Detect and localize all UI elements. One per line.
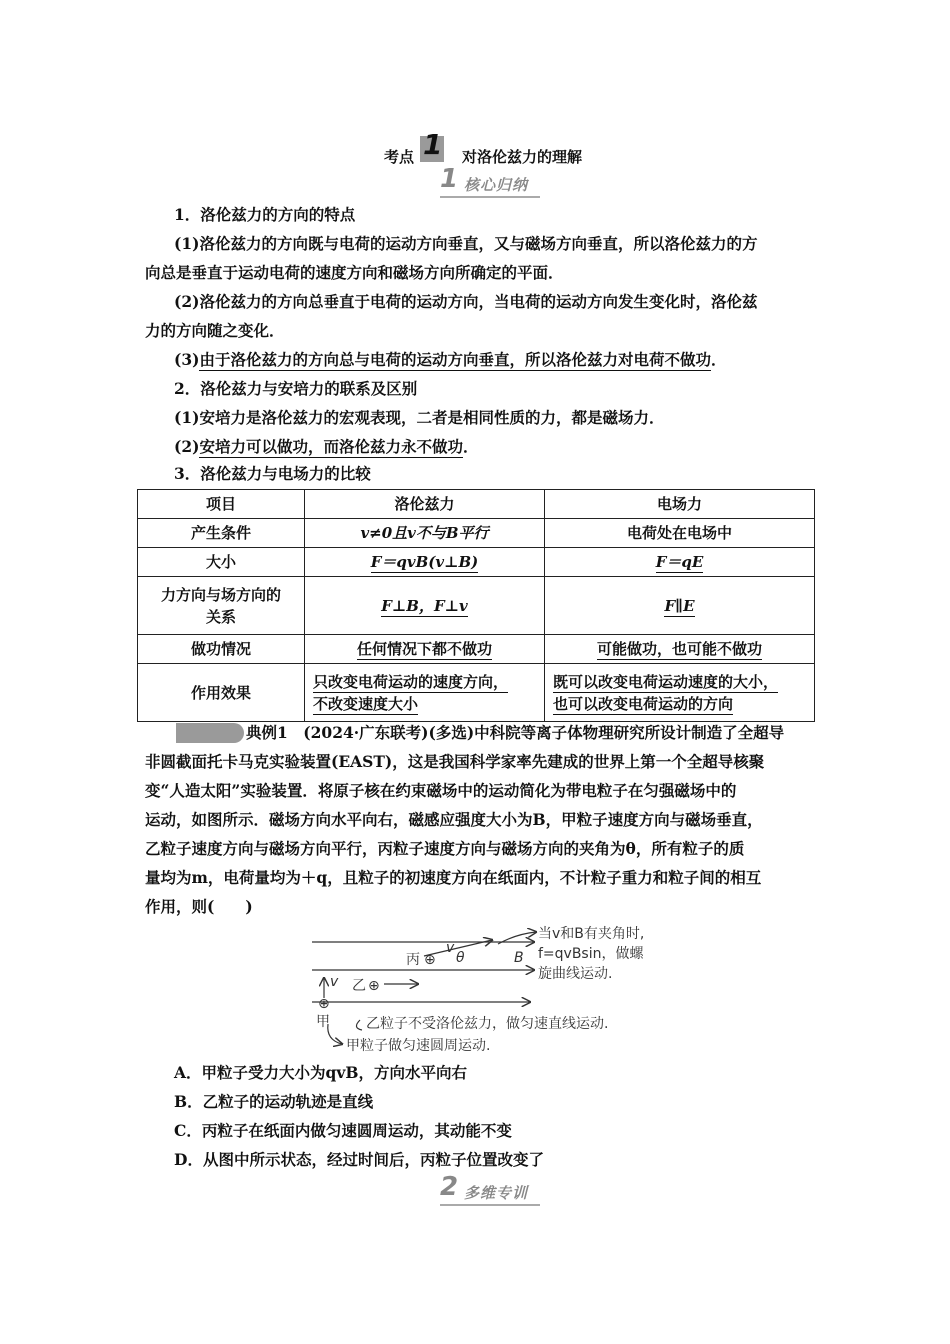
table-row [138, 635, 815, 664]
table-cell [305, 635, 545, 664]
option-b: B．乙粒子的运动轨迹是直线 [174, 1092, 374, 1111]
example-line-2: 非圆截面托卡马克实验装置(EAST)，这是我国科学家率先建成的世界上第一个全超导核聚 [145, 752, 765, 771]
para-2-2-underlined: 安培力可以做功，而洛伦兹力永不做功 [199, 437, 463, 456]
table-cell-text: F＝qvB(v⊥B) [370, 553, 479, 571]
comparison-table [137, 489, 815, 722]
charge-bing: ⊕ [424, 952, 436, 968]
table-cell [305, 519, 545, 548]
section-number: 1 [440, 164, 459, 194]
para-2-2 [174, 436, 844, 458]
option-c: C．丙粒子在纸面内做匀速圆周运动，其动能不变 [174, 1121, 512, 1140]
table-cell-line: 不改变速度大小 [313, 694, 419, 713]
para-2-1: (1)安培力是洛伦兹力的宏观表现，二者是相同性质的力，都是磁场力． [174, 408, 665, 427]
label-B: B [514, 950, 524, 966]
table-row [138, 490, 815, 519]
section-header-core [440, 164, 550, 198]
note-jia: 甲粒子做匀速圆周运动. [346, 1038, 491, 1054]
table-cell-line: 关系 [205, 607, 236, 626]
option-a: A．甲粒子受力大小为qvB，方向水平向右 [174, 1063, 467, 1082]
table-cell [305, 577, 545, 635]
table-cell [305, 664, 545, 722]
table-cell [545, 577, 815, 635]
label-jia: 甲 [316, 1014, 330, 1030]
label-v-jia: v [330, 974, 339, 990]
table-cell: 做功情况 [138, 635, 305, 664]
table-cell-line: 只改变电荷运动的速度方向， [313, 672, 509, 691]
table-header-cell: 洛伦兹力 [305, 490, 545, 519]
table-cell-line: 力方向与场方向的 [160, 585, 281, 604]
table-header-cell: 项目 [138, 490, 305, 519]
option-d: D．从图中所示状态，经过时间后，丙粒子位置改变了 [174, 1150, 544, 1169]
para-2-2-prefix: (2) [174, 437, 200, 456]
table-cell: 产生条件 [138, 519, 305, 548]
heading-2: 2．洛伦兹力与安培力的联系及区别 [174, 379, 418, 398]
note-yi: 乙粒子不受洛伦兹力，做匀速直线运动. [366, 1016, 609, 1032]
topic-label: 考点 [384, 148, 415, 166]
label-theta: θ [456, 950, 465, 966]
note-bing-1: 当v和B有夹角时, [538, 926, 645, 942]
table-row [138, 519, 815, 548]
topic-number-badge [420, 128, 446, 162]
table-cell: 电荷处在电场中 [545, 519, 815, 548]
para-1-2b: 力的方向随之变化． [145, 321, 285, 340]
topic-number: 1 [423, 128, 443, 161]
example-tag [176, 723, 244, 743]
para-1-3 [174, 349, 844, 371]
table-cell [545, 548, 815, 577]
example-line-1: 典例1 (2024·广东联考)(多选)中科院等离子体物理研究所设计制造了全超导 [246, 723, 785, 742]
section-number: 2 [440, 1172, 459, 1202]
para-1-3-suffix: ． [710, 350, 727, 369]
table-row [138, 548, 815, 577]
table-cell-text: 任何情况下都不做功 [356, 640, 492, 658]
example-line-3: 变“人造太阳”实验装置．将原子核在约束磁场中的运动简化为带电粒子在匀强磁场中的 [145, 781, 737, 800]
table-row [138, 577, 815, 635]
topic-header [384, 128, 624, 172]
section-rule [440, 1204, 540, 1206]
label-yi: 乙 [352, 978, 366, 994]
note-bing-3: 旋曲线运动. [538, 966, 613, 982]
table-cell-line: 既可以改变电荷运动速度的大小， [553, 672, 779, 691]
example-line-4: 运动，如图所示．磁场方向水平向右，磁感应强度大小为B，甲粒子速度方向与磁场垂直， [145, 810, 763, 829]
charge-jia: ⊕ [318, 996, 330, 1012]
note-bing-2: f=qvBsin，做螺 [538, 946, 644, 962]
leader-line-yi [356, 1020, 362, 1030]
table-cell [305, 548, 545, 577]
label-v-bing: v [446, 940, 455, 956]
table-cell-text: F⊥B，F⊥v [381, 596, 468, 615]
section-rule [440, 196, 540, 198]
table-cell: 作用效果 [138, 664, 305, 722]
table-cell-text: v≠0且v不与B平行 [360, 524, 489, 542]
table-cell [545, 664, 815, 722]
table-cell-text: 可能做功，也可能不做功 [596, 640, 762, 658]
table-cell-text: F＝qE [655, 553, 704, 571]
label-bing: 丙 [406, 952, 420, 968]
para-1-2a: (2)洛伦兹力的方向总垂直于电荷的运动方向，当电荷的运动方向发生变化时，洛伦兹 [174, 292, 758, 311]
heading-1: 1．洛伦兹力的方向的特点 [174, 205, 356, 224]
example-line-5: 乙粒子速度方向与磁场方向平行，丙粒子速度方向与磁场方向的夹角为θ，所有粒子的质 [145, 839, 745, 858]
table-cell: 大小 [138, 548, 305, 577]
para-2-2-suffix: ． [462, 437, 479, 456]
charge-yi: ⊕ [368, 978, 380, 994]
para-1-1a: (1)洛伦兹力的方向既与电荷的运动方向垂直，又与磁场方向垂直，所以洛伦兹力的方 [174, 234, 758, 253]
table-cell [138, 577, 305, 635]
heading-3: 3．洛伦兹力与电场力的比较 [174, 464, 371, 483]
example-line-7: 作用，则( ) [145, 897, 253, 916]
topic-title: 对洛伦兹力的理解 [462, 148, 583, 166]
table-cell [545, 635, 815, 664]
table-row [138, 664, 815, 722]
section-title: 核心归纳 [464, 176, 529, 194]
para-1-3-prefix: (3) [174, 350, 200, 369]
section-title: 多维专训 [464, 1184, 529, 1202]
table-cell-line: 也可以改变电荷运动的方向 [553, 694, 734, 713]
section-header-training [440, 1172, 550, 1206]
para-1-1b: 向总是垂直于运动电荷的速度方向和磁场方向所确定的平面． [145, 263, 564, 282]
para-1-3-underlined: 由于洛伦兹力的方向总与电荷的运动方向垂直，所以洛伦兹力对电荷不做功 [199, 350, 711, 369]
table-header-cell: 电场力 [545, 490, 815, 519]
example-line-6: 量均为m，电荷量均为＋q，且粒子的初速度方向在纸面内，不计粒子重力和粒子间的相互 [145, 868, 762, 887]
magnetic-field-diagram [306, 922, 670, 1054]
table-cell-text: F∥E [664, 596, 695, 615]
